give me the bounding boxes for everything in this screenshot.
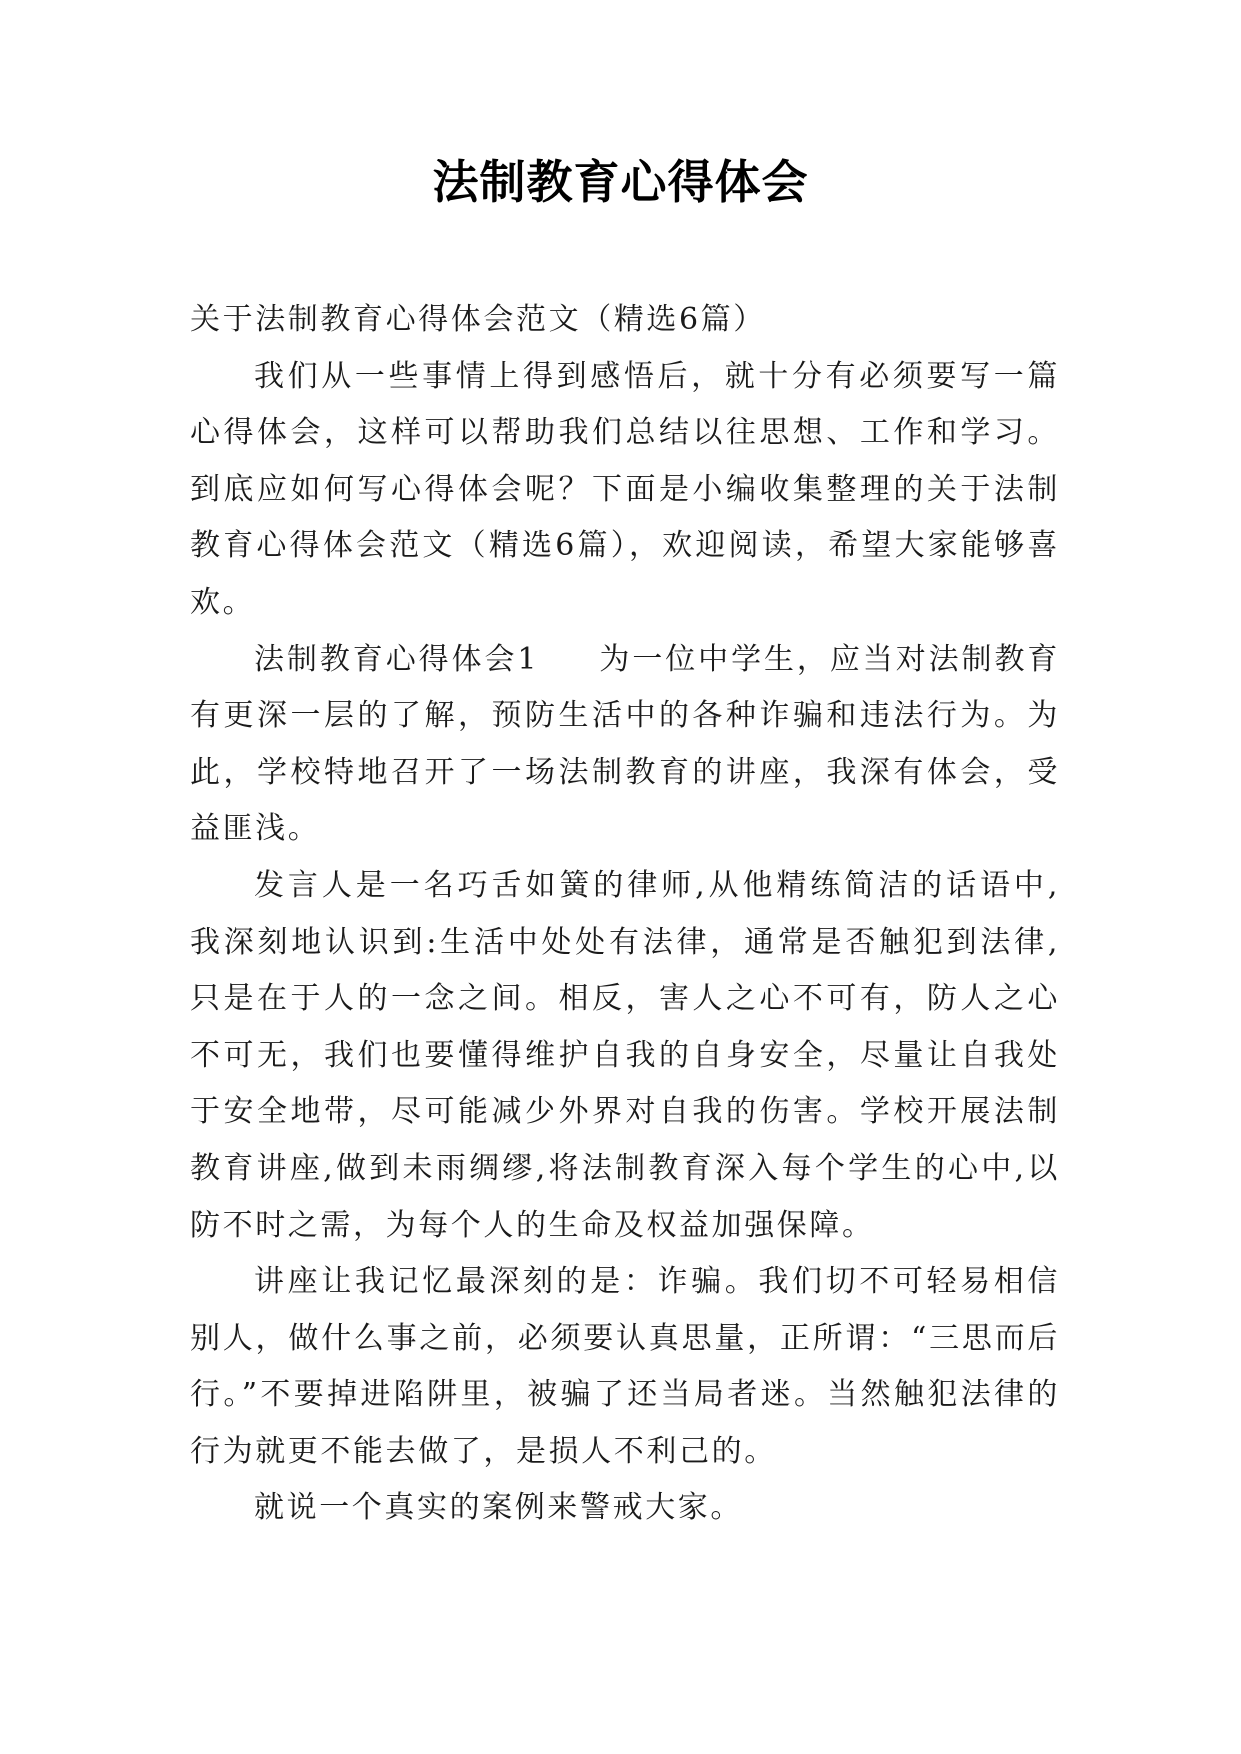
intro-paragraph: 我们从一些事情上得到感悟后，就十分有必须要写一篇心得体会，这样可以帮助我们总结以往思想、工作和学习。到底应如何写心得体会呢？下面是小编收集整理的关于法制教育心得体会范文（精选6篇），欢迎阅读，希望大家能够喜欢。: [190, 358, 1060, 620]
document-body: [190, 292, 1060, 1537]
section-1-heading: 法制教育心得体会1: [254, 641, 540, 677]
body-paragraph: 发言人是一名巧舌如簧的律师,从他精练简洁的话语中,我深刻地认识到:生活中处处有法律，通常是否触犯到法律,只是在于人的一念之间。相反，害人之心不可有，防人之心不可无，我们也要懂得维护自我的自身安全，尽量让自我处于安全地带，尽可能减少外界对自我的伤害。学校开展法制教育讲座,做到未雨绸缪,将法制教育深入每个学生的心中,以防不时之需，为每个人的生命及权益加强保障。: [190, 867, 1060, 1243]
page-title: 法制教育心得体会: [432, 155, 809, 209]
section-1-text: 为一位中学生，应当对法制教育有更深一层的了解，预防生活中的各种诈骗和违法行为。为此，学校特地召开了一场法制教育的讲座，我深有体会，受益匪浅。: [190, 641, 1060, 847]
body-paragraph: 讲座让我记忆最深刻的是：诈骗。我们切不可轻易相信别人，做什么事之前，必须要认真思量，正所谓：“三思而后行。”不要掉进陷阱里，被骗了还当局者迷。当然触犯法律的行为就更不能去做了，是损人不利己的。: [190, 1264, 1060, 1469]
body-paragraph: 就说一个真实的案例来警戒大家。: [254, 1490, 743, 1526]
subtitle-line: 关于法制教育心得体会范文（精选6篇）: [190, 302, 766, 337]
section-1-paragraph: [190, 632, 1060, 858]
